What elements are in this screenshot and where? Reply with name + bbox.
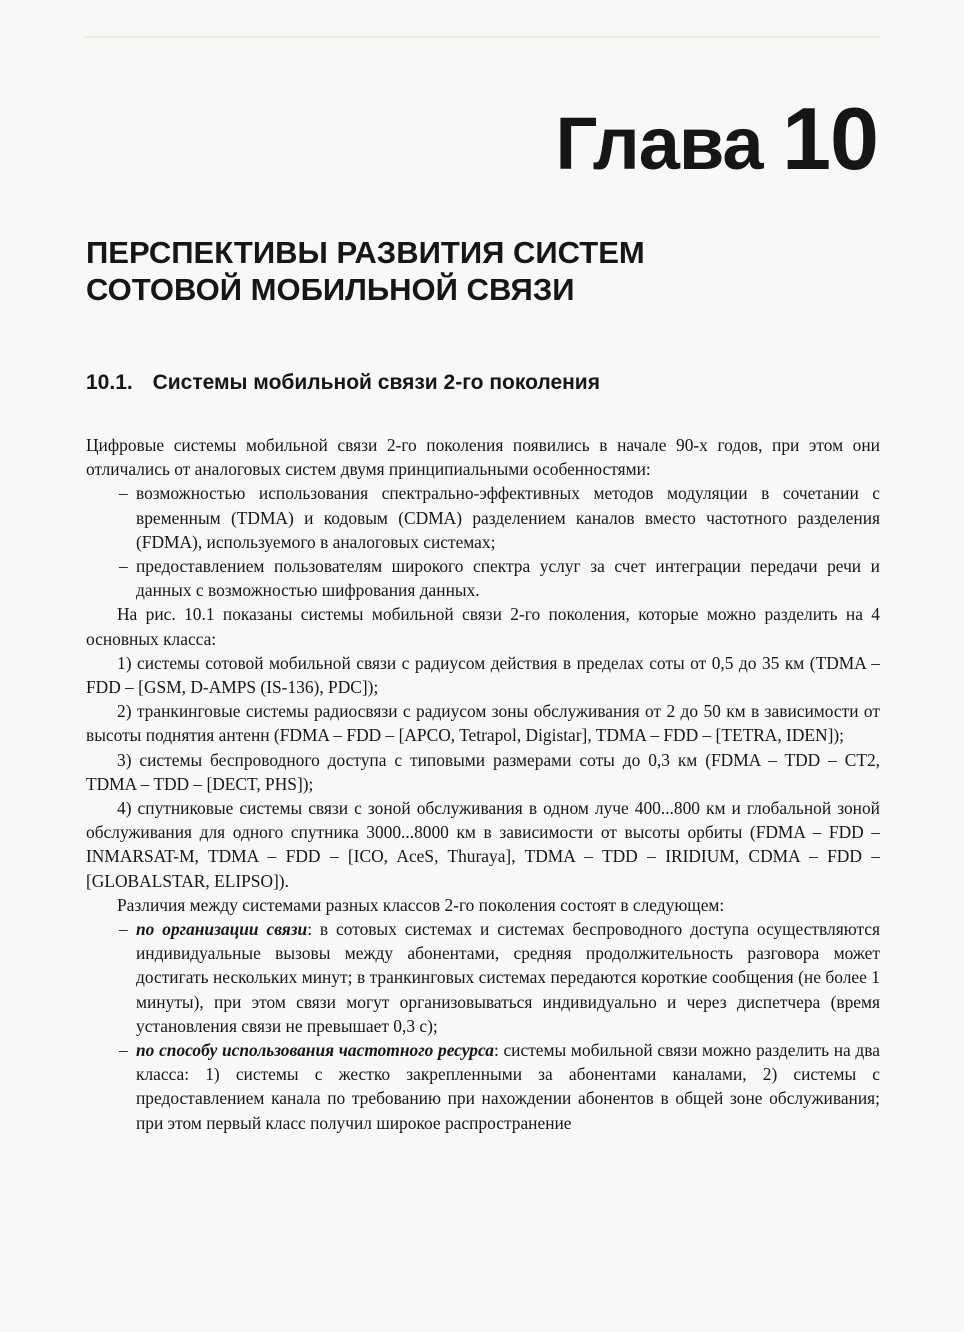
paragraph-classes-intro: На рис. 10.1 показаны системы мобильной связи 2-го поколения, которые можно разделить на 4 основных класса: bbox=[86, 604, 880, 649]
dash-marker: – bbox=[119, 556, 128, 577]
body-text bbox=[86, 433, 880, 1135]
difference-text: : в сотовых системах и системах беспроводного доступа осуществляются индивидуальные вызовы между абонентами, средняя продолжительность разговора может достигать нескольких минут; в транкинговых системах передаются короткие сообщения (не более 1 минуты), при этом связи могут организовываться индивидуально и через диспетчера (время установления связи не превышает 0,3 с); bbox=[136, 919, 880, 1036]
paragraph-class: 1) системы сотовой мобильной связи с радиусом действия в пределах соты от 0,5 до 35 км (TDMA – FDD – [GSM, D-AMPS (IS-136), PDC]); bbox=[86, 652, 880, 698]
difference-term: по организации связи bbox=[136, 919, 308, 940]
chapter-label bbox=[555, 89, 878, 188]
chapter-word: Глава bbox=[555, 102, 763, 185]
paragraph-differences-intro: Различия между системами разных классов 2-го поколения состоят в следующем: bbox=[117, 894, 725, 915]
paragraph-class: 2) транкинговые системы радиосвязи с радиусом зоны обслуживания от 2 до 50 км в зависимости от высоты поднятия антенн (FDMA – FDD – [APCO, Tetrapol, Digistar], TDMA – FDD – [TETRA, IDEN]); bbox=[86, 701, 880, 746]
dash-marker: – bbox=[119, 483, 128, 504]
list-item-feature bbox=[86, 481, 880, 554]
feature-text: предоставлением пользователям широкого спектра услуг за счет интеграции передачи речи и данных с возможностью шифрования данных. bbox=[136, 556, 880, 601]
feature-text: возможностью использования спектрально-эффективных методов модуляции в сочетании с временным (TDMA) и кодовым (CDMA) разделением каналов вместо частотного разделения (FDMA), используемого в аналоговых системах; bbox=[136, 483, 880, 552]
section-title: Системы мобильной связи 2-го поколения bbox=[152, 371, 600, 394]
paragraph-class: 3) системы беспроводного доступа с типовыми размерами соты до 0,3 км (FDMA – TDD – CT2, TDMA – TDD – [DECT, PHS]); bbox=[86, 749, 880, 794]
chapter-title-line: ПЕРСПЕКТИВЫ РАЗВИТИЯ СИСТЕМ bbox=[86, 235, 645, 270]
dash-marker: – bbox=[119, 1040, 128, 1061]
chapter-title bbox=[86, 234, 886, 308]
list-item-difference bbox=[86, 1038, 880, 1135]
dash-marker: – bbox=[119, 919, 128, 940]
chapter-number: 10 bbox=[782, 89, 878, 188]
difference-term: по способу использования частотного ресурса bbox=[136, 1040, 494, 1061]
list-item-difference bbox=[86, 917, 880, 1038]
section-number: 10.1. bbox=[86, 371, 133, 394]
paragraph-class: 4) спутниковые системы связи с зоной обслуживания в одном луче 400...800 км и глобальной зоной обслуживания для одного спутника 3000...8000 км в зависимости от высоты орбиты (FDMA – FDD – INMARSAT-M, TDMA – FDD – [ICO, AceS, Thuraya], TDMA – TDD – IRIDIUM, CDMA – FDD – [GLOBALSTAR, ELIPSO]). bbox=[86, 798, 880, 891]
difference-text: : системы мобильной связи можно разделить на два класса: 1) системы с жестко закрепленными за абонентами каналами, 2) системы с предоставлением канала по требованию при нахождении абонентов в общей зоне обслуживания; при этом первый класс получил широкое распространение bbox=[136, 1040, 880, 1133]
list-item-feature bbox=[86, 554, 880, 602]
paragraph-intro: Цифровые системы мобильной связи 2-го поколения появились в начале 90-х годов, при этом они отличались от аналоговых систем двумя принципиальными особенностями: bbox=[86, 435, 880, 480]
chapter-title-line: СОТОВОЙ МОБИЛЬНОЙ СВЯЗИ bbox=[86, 272, 575, 307]
page-header-rule bbox=[85, 36, 879, 38]
section-heading bbox=[86, 370, 600, 396]
